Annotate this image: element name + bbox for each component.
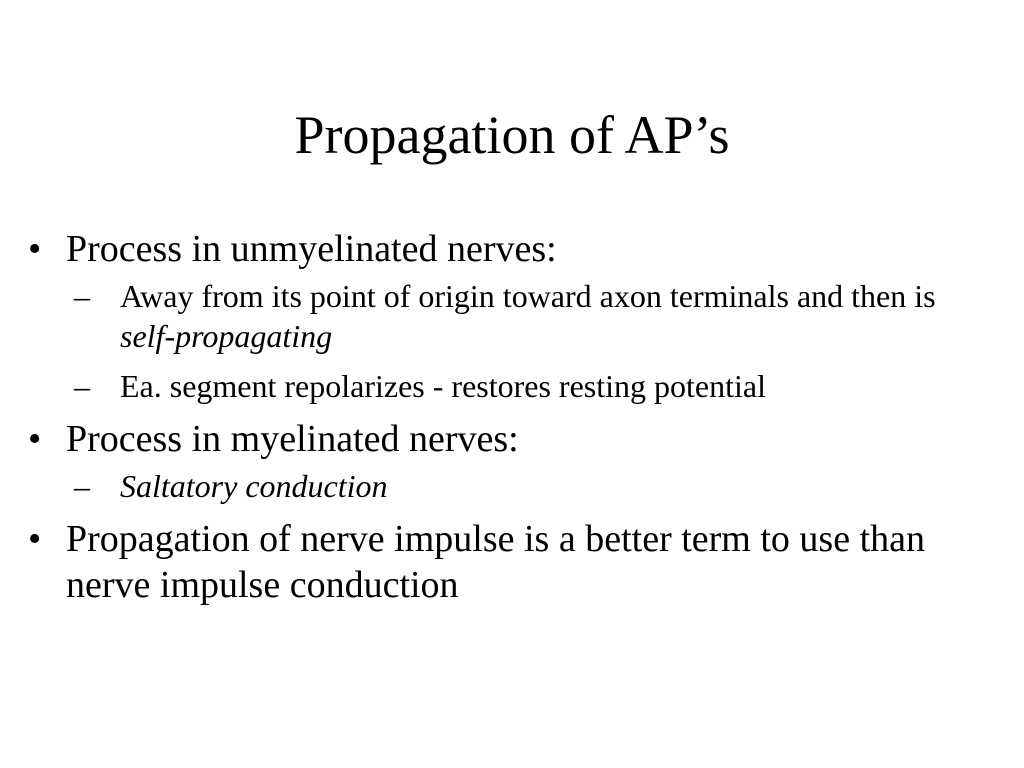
bullet-text: Propagation of nerve impulse is a better term to use than nerve impulse conduction xyxy=(66,518,925,606)
bullet-item xyxy=(28,416,988,506)
sub-text: Away from its point of origin toward axon terminals and then is xyxy=(120,278,936,314)
sub-item xyxy=(74,276,988,356)
bullet-text: Process in unmyelinated nerves: xyxy=(66,228,557,270)
bullet-marker: • xyxy=(28,418,42,460)
sub-text: Ea. segment repolarizes - restores resting potential xyxy=(120,368,766,404)
bullet-marker: • xyxy=(28,518,42,560)
slide-body xyxy=(28,226,988,618)
bullet-item xyxy=(28,516,988,608)
sub-marker: – xyxy=(74,468,90,504)
sub-marker: – xyxy=(74,368,90,404)
sub-text-emphasis: Saltatory conduction xyxy=(120,468,388,504)
bullet-marker: • xyxy=(28,228,42,270)
sub-list xyxy=(66,276,988,406)
slide-title: Propagation of AP’s xyxy=(294,105,730,165)
sub-marker: – xyxy=(74,278,90,314)
sub-item xyxy=(74,466,988,506)
sub-item xyxy=(74,366,988,406)
sub-text-emphasis: self-propagating xyxy=(120,318,333,354)
bullet-text: Process in myelinated nerves: xyxy=(66,418,519,460)
sub-list xyxy=(66,466,988,506)
bullet-item xyxy=(28,226,988,406)
